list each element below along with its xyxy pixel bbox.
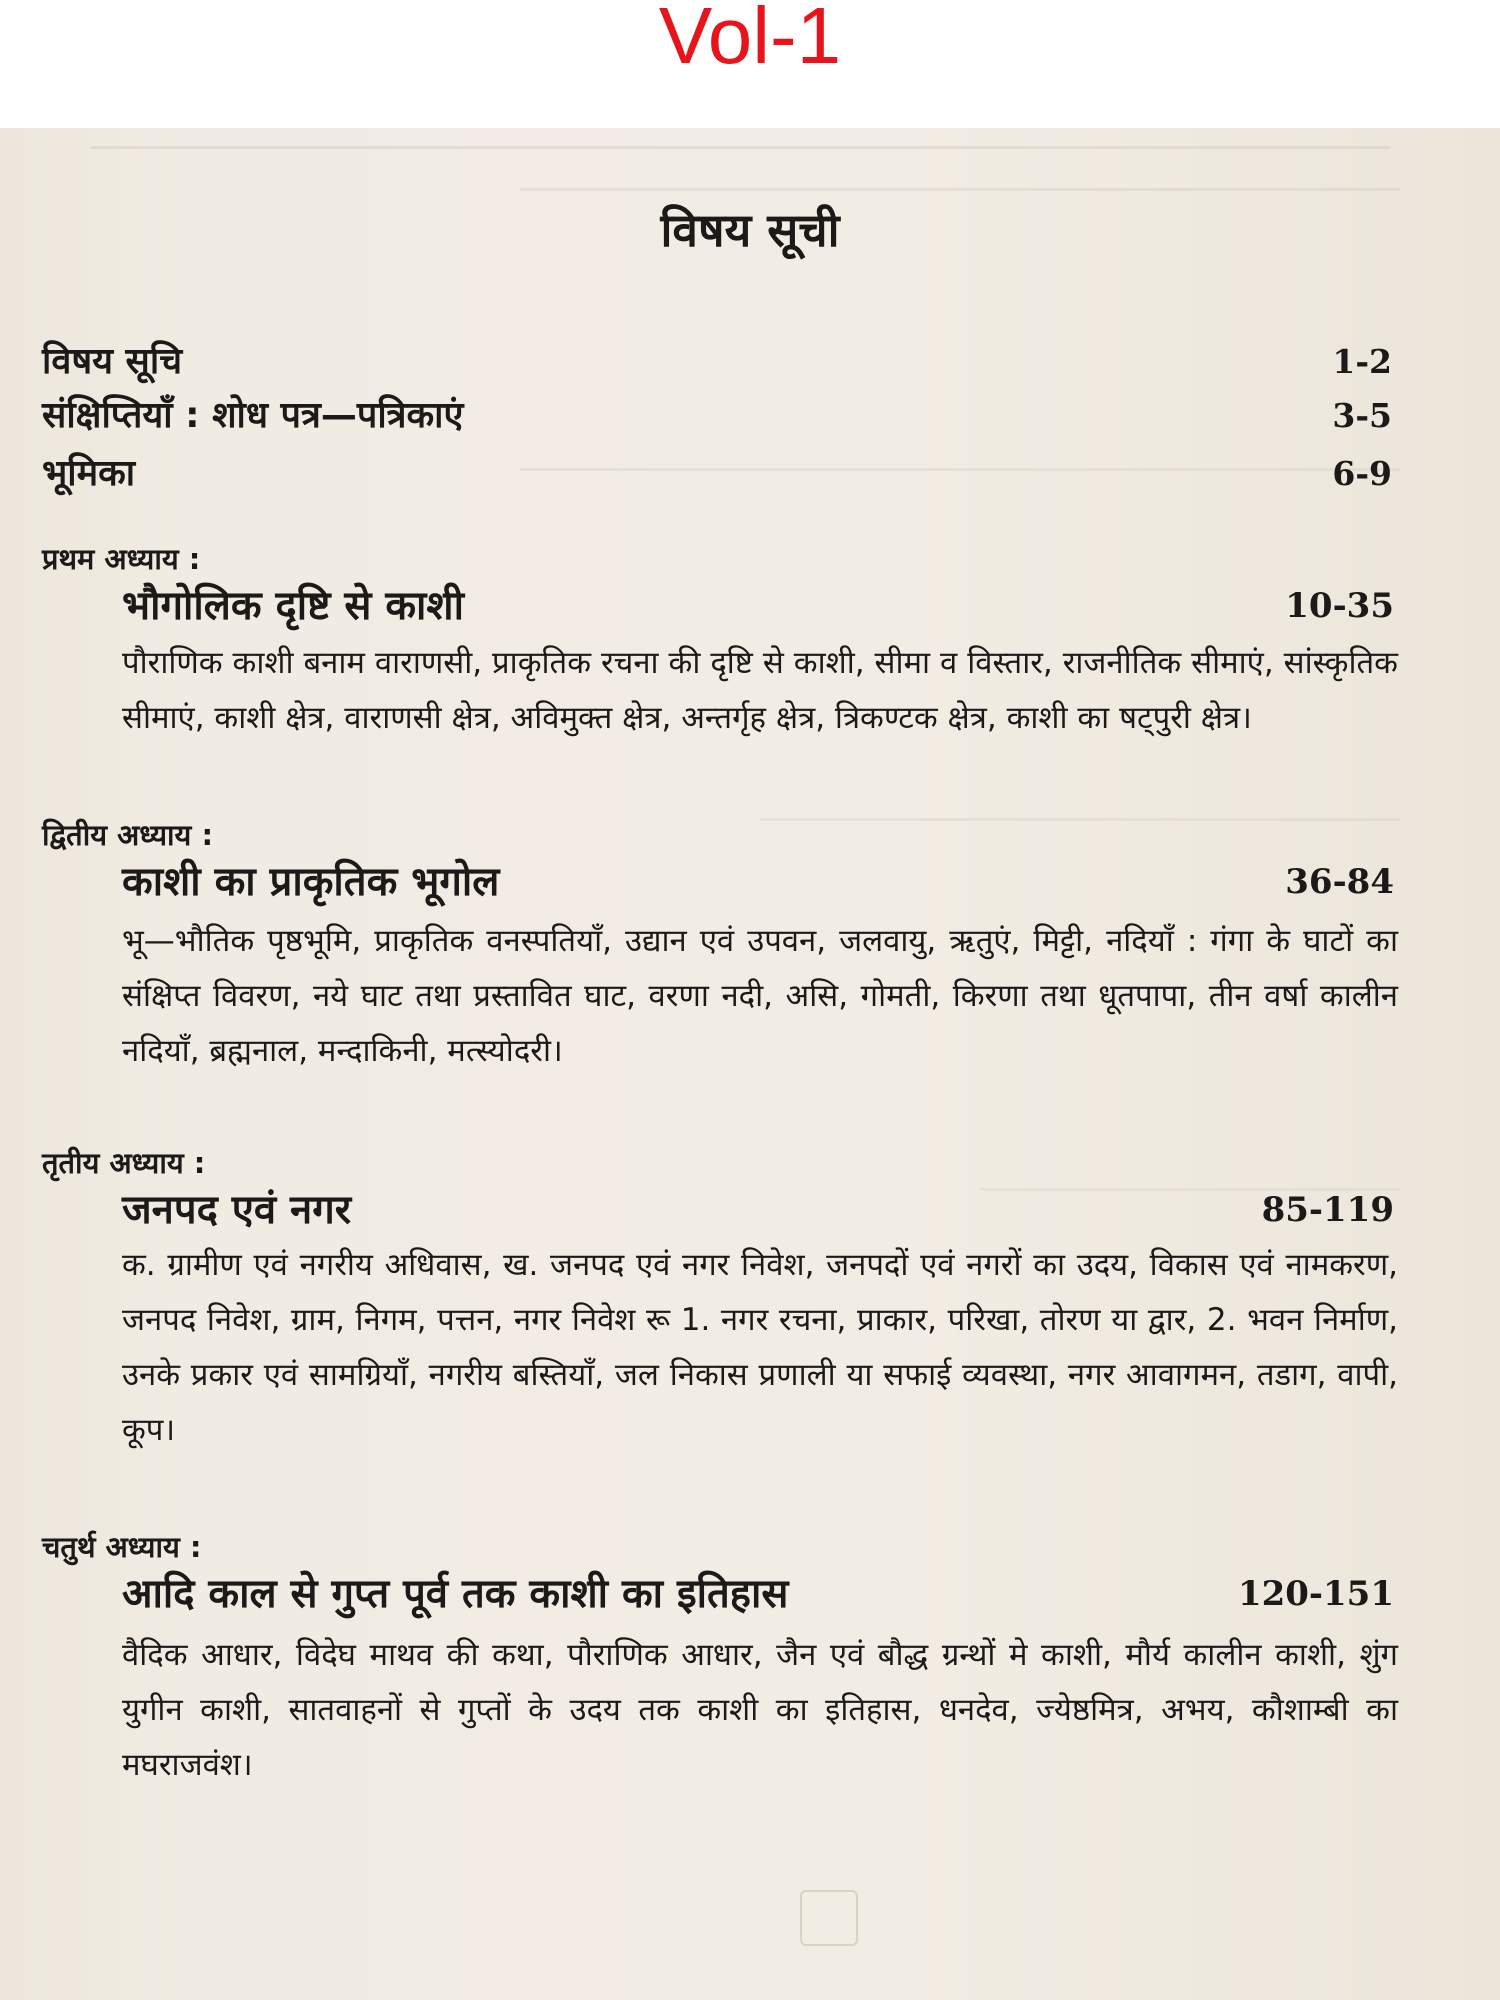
chapter-pages: 10-35 bbox=[1285, 586, 1394, 626]
toc-entry bbox=[42, 452, 1392, 496]
chapter-description: भू—भौतिक पृष्ठभूमि, प्राकृतिक वनस्पतियाँ, उद्यान एवं उपवन, जलवायु, ऋतुएं, मिट्टी, नदियाँ : गंगा के घाटों का संक्षिप्त विवरण, नये घाट तथा प्रस्तावित घाट, वरणा नदी, असि, गोमती, किरणा तथा धूतपापा, तीन वर्षा कालीन नदियाँ, ब्रह्मनाल, मन्दाकिनी, मत्स्योदरी। bbox=[122, 923, 1398, 1069]
chapter-description: पौराणिक काशी बनाम वाराणसी, प्राकृतिक रचना की दृष्टि से काशी, सीमा व विस्तार, राजनीतिक सीमाएं, सांस्कृतिक सीमाएं, काशी क्षेत्र, वाराणसी क्षेत्र, अविमुक्त क्षेत्र, अन्तर्गृह क्षेत्र, त्रिकण्टक क्षेत्र, काशी का षट्पुरी क्षेत्र। bbox=[122, 645, 1398, 736]
chapter-heading bbox=[122, 1568, 1394, 1622]
chapter-title: आदि काल से गुप्त पूर्व तक काशी का इतिहास bbox=[122, 1571, 789, 1617]
toc-entry-pages: 3-5 bbox=[1332, 396, 1392, 435]
show-through-texture bbox=[90, 146, 1390, 175]
chapter-title: जनपद एवं नगर bbox=[122, 1187, 352, 1233]
toc-entry-label: भूमिका bbox=[42, 453, 136, 494]
toc-entry-pages: 1-2 bbox=[1332, 342, 1392, 381]
toc-entry-label: विषय सूचि bbox=[42, 341, 183, 382]
chapter-label: द्वितीय अध्याय : bbox=[42, 818, 214, 852]
page-number-box bbox=[800, 1890, 858, 1946]
chapter-title: भौगोलिक दृष्टि से काशी bbox=[122, 583, 464, 629]
scanned-page bbox=[0, 128, 1500, 2000]
chapter-heading bbox=[122, 580, 1394, 634]
chapter-pages: 36-84 bbox=[1285, 862, 1394, 902]
toc-entry bbox=[42, 394, 1392, 438]
chapter-label: चतुर्थ अध्याय : bbox=[42, 1530, 202, 1564]
chapter-label: प्रथम अध्याय : bbox=[42, 542, 201, 576]
chapter-title: काशी का प्राकृतिक भूगोल bbox=[122, 859, 500, 905]
show-through-texture bbox=[760, 818, 1400, 843]
chapter-description: वैदिक आधार, विदेघ माथव की कथा, पौराणिक आधार, जैन एवं बौद्ध ग्रन्थों मे काशी, मौर्य कालीन काशी, शुंग युगीन काशी, सातवाहनों से गुप्तों के उदय तक काशी का इतिहास, धनदेव, ज्येष्ठमित्र, अभय, कौशाम्बी का मघराजवंश। bbox=[122, 1637, 1398, 1783]
chapter-heading bbox=[122, 1184, 1394, 1238]
chapter-heading bbox=[122, 856, 1394, 910]
chapter-pages: 85-119 bbox=[1261, 1190, 1394, 1230]
toc-entry-pages: 6-9 bbox=[1332, 454, 1392, 493]
chapter-pages: 120-151 bbox=[1237, 1574, 1394, 1614]
toc-entry-label: संक्षिप्तियाँ : शोध पत्र—पत्रिकाएं bbox=[42, 395, 464, 436]
toc-entry bbox=[42, 340, 1392, 384]
chapter-description: क. ग्रामीण एवं नगरीय अधिवास, ख. जनपद एवं नगर निवेश, जनपदों एवं नगरों का उदय, विकास एवं नामकरण, जनपद निवेश, ग्राम, निगम, पत्तन, नगर निवेश रू 1. नगर रचना, प्राकार, परिखा, तोरण या द्वार, 2. भवन निर्माण, उनके प्रकार एवं सामग्रियाँ, नगरीय बस्तियाँ, जल निकास प्रणाली या सफाई व्यवस्था, नगर आवागमन, तडाग, वापी, कूप। bbox=[122, 1247, 1398, 1448]
chapter-label: तृतीय अध्याय : bbox=[42, 1146, 206, 1180]
volume-label: Vol-1 bbox=[658, 0, 842, 80]
page-title: विषय सूची bbox=[660, 203, 840, 257]
